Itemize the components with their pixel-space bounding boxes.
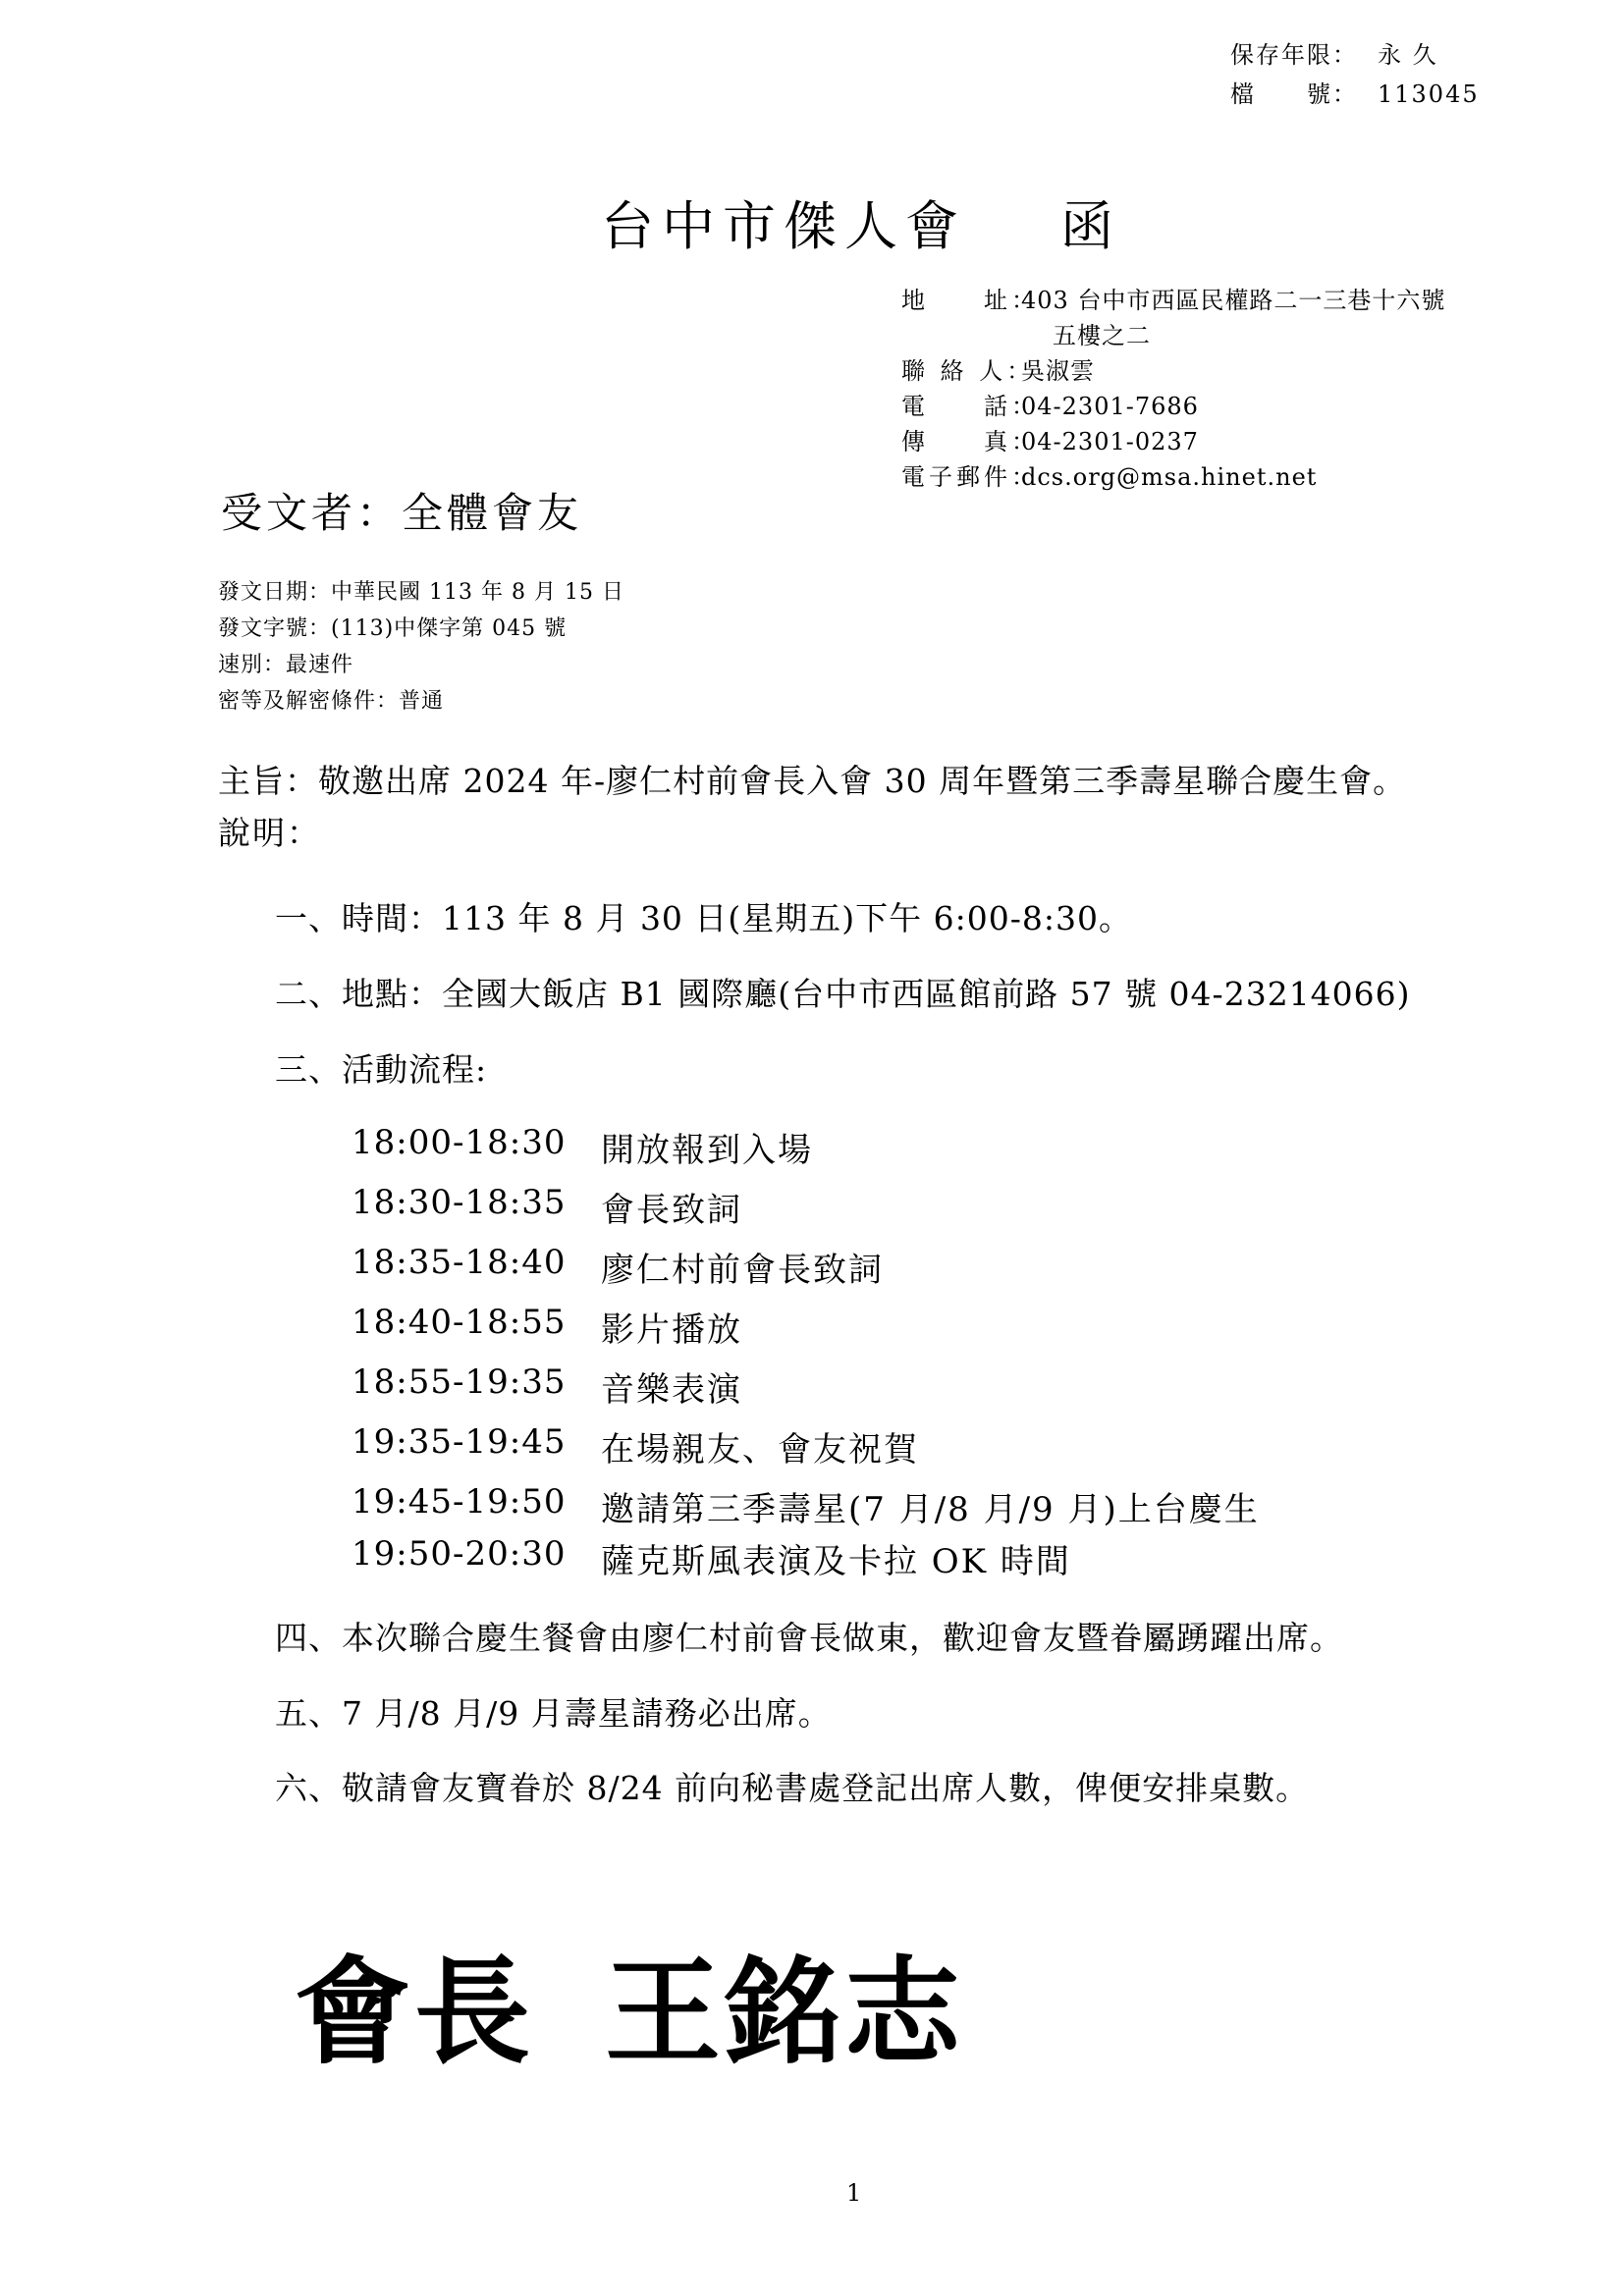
delivery-speed: 速別：最速件	[218, 653, 354, 677]
subject: 主旨：敬邀出席 2024 年-廖仁村前會長入會 30 周年暨第三季壽星聯合慶生會。	[218, 762, 1407, 800]
item-place: 二、地點：全國大飯店 B1 國際廳(台中市西區館前路 57 號 04-23214066)	[275, 975, 1411, 1013]
item-birthday: 五、7 月/8 月/9 月壽星請務必出席。	[275, 1694, 832, 1733]
page-number: 1	[846, 2179, 862, 2207]
retention-label: 保存年限：	[1230, 41, 1358, 69]
retention-period	[1230, 35, 1438, 70]
file-number-value: 113045	[1378, 80, 1480, 108]
schedule-activity: 薩克斯風表演及卡拉 OK 時間	[601, 1542, 1071, 1581]
doc-type: 函	[1060, 195, 1121, 257]
schedule-activity: 影片播放	[601, 1310, 742, 1350]
org-name: 台中市傑人會	[601, 195, 966, 257]
phone-value: 04-2301-7686	[1021, 393, 1199, 420]
signature	[295, 1919, 964, 2086]
fax-label: 傳 真：	[901, 428, 1039, 455]
retention-value: 永 久	[1378, 41, 1438, 69]
contact-person-label: 聯 絡 人：	[901, 357, 1035, 385]
email-row	[901, 457, 1317, 492]
item-register: 六、敬請會友寶眷於 8/24 前向秘書處登記出席人數，俾便安排桌數。	[275, 1769, 1310, 1807]
schedule-activity: 邀請第三季壽星(7 月/8 月/9 月)上台慶生	[601, 1490, 1260, 1529]
email-label: 電子郵件：	[901, 463, 1039, 491]
item-program: 三、活動流程:	[275, 1050, 488, 1089]
address-row	[901, 281, 1445, 315]
explanation-label: 說明：	[218, 814, 321, 852]
schedule-activity: 在場親友、會友祝賀	[601, 1430, 919, 1469]
schedule-activity: 開放報到入場	[601, 1131, 813, 1170]
email-value: dcs.org@msa.hinet.net	[1021, 463, 1318, 491]
item-host: 四、本次聯合慶生餐會由廖仁村前會長做東，歡迎會友暨眷屬踴躍出席。	[275, 1619, 1343, 1657]
confidentiality: 密等及解密條件：普通	[218, 689, 445, 714]
address-line2: 五樓之二	[1053, 322, 1151, 349]
document-title	[601, 185, 1121, 260]
item-time: 一、時間：113 年 8 月 30 日(星期五)下午 6:00-8:30。	[275, 899, 1133, 937]
fax-row	[901, 422, 1199, 456]
address-label: 地 址：	[901, 287, 1039, 314]
schedule-time: 19:45-19:50	[352, 1482, 567, 1522]
issue-date: 發文日期：中華民國 113 年 8 月 15 日	[218, 580, 624, 605]
schedule-time: 18:30-18:35	[352, 1183, 567, 1222]
file-number-label: 檔 號：	[1230, 80, 1358, 108]
schedule-time: 19:35-19:45	[352, 1422, 567, 1462]
schedule-time: 19:50-20:30	[352, 1534, 567, 1574]
recipient: 受文者：全體會友	[221, 489, 583, 537]
schedule-activity: 音樂表演	[601, 1370, 742, 1410]
phone-row	[901, 387, 1199, 421]
address-line1: 403 台中市西區民權路二一三巷十六號	[1021, 287, 1446, 314]
signature-title: 會長	[295, 1945, 535, 2080]
schedule-activity: 廖仁村前會長致詞	[601, 1251, 884, 1290]
schedule-time: 18:35-18:40	[352, 1243, 567, 1282]
contact-person-row	[901, 351, 1095, 386]
schedule-activity: 會長致詞	[601, 1191, 742, 1230]
schedule-time: 18:40-18:55	[352, 1303, 567, 1342]
contact-person-value: 吳淑雲	[1021, 357, 1095, 385]
signature-name: 王銘志	[605, 1945, 965, 2080]
fax-value: 04-2301-0237	[1021, 428, 1199, 455]
file-number	[1230, 75, 1480, 109]
schedule-time: 18:55-19:35	[352, 1362, 567, 1402]
schedule-time: 18:00-18:30	[352, 1123, 567, 1162]
phone-label: 電 話：	[901, 393, 1039, 420]
issue-number: 發文字號：(113)中傑字第 045 號	[218, 616, 568, 641]
